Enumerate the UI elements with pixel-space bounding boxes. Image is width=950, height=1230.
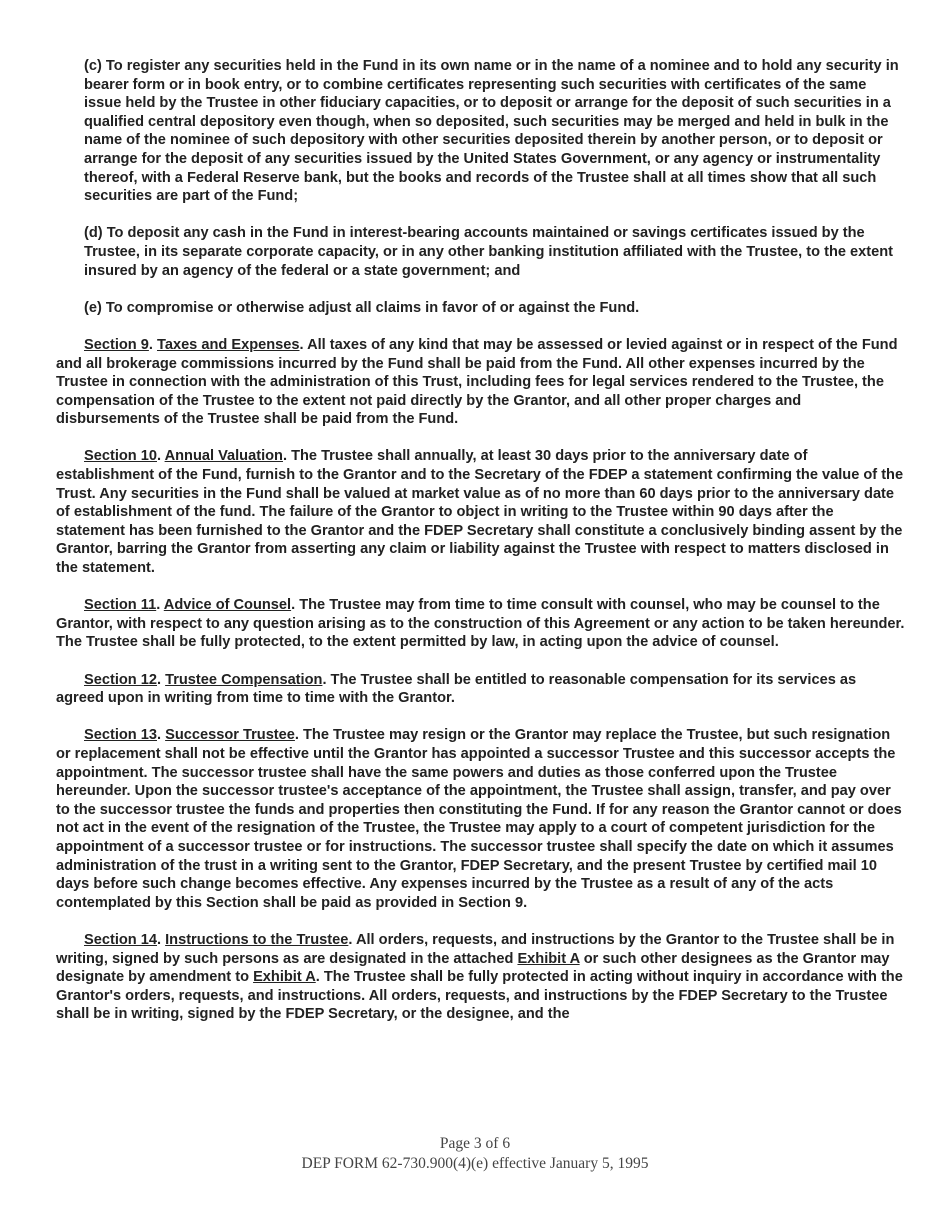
section-13-number: Section 13 (84, 727, 157, 744)
section-14-text-b: or such other designees as the Grantor may designate by amendment to (56, 950, 890, 986)
exhibit-a-reference: Exhibit A (253, 969, 316, 986)
section-9-title: Taxes and Expenses (157, 336, 300, 353)
section-11-title: Advice of Counsel (163, 597, 292, 614)
section-12-text: The Trustee shall be entitled to reasonable compensation for its services as agreed upon in writing from time to time with the Grantor. (56, 671, 857, 707)
section-13-text: The Trustee may resign or the Grantor may replace the Trustee, but such resignation or replacement shall not be effective until the Grantor has appointed a successor Trustee and this successor accepts the appointment. The successor trustee shall have the same powers and duties as those conferred upon the Trustee hereunder. Upon the successor trustee's acceptance of the appointment, the Trustee shall assign, transfer, and pay over to the successor trustee the funds and properties then constituting the Fund. If for any reason the Grantor cannot or does not act in the event of the resignation of the Trustee, the Trustee may apply to a court of competent jurisdiction for the appointment of a successor trustee or for instructions. The successor trustee shall specify the date on which it assumes administration of the trust in a writing sent to the Grantor, FDEP Secretary, and the present Trustee by certified mail 10 days before such change becomes effective. Any expenses incurred by the Trustee as a result of any of the acts contemplated by this Section shall be paid as provided in Section 9. (56, 727, 902, 911)
section-9-text: All taxes of any kind that may be assessed or levied against or in respect of the Fund and all brokerage commissions incurred by the Fund shall be paid from the Fund. All other expenses incurred by the Trustee in connection with the administration of this Trust, including fees for legal services rendered to the Trustee, the compensation of the Trustee to the extent not paid directly by the Grantor, and all other proper charges and disbursements of the Trustee shall be paid from the Fund. (56, 336, 898, 428)
section-14-title: Instructions to the Trustee (165, 931, 349, 948)
section-11-number: Section 11 (84, 597, 157, 614)
section-9-number: Section 9 (84, 336, 149, 353)
document-body (56, 57, 906, 1042)
section-14: Section 14. Instructions to the Trustee. All orders, requests, and instructions by the Grantor to the Trustee shall be in writing, signed by such persons as are designated in the attached Exhibit A or such other designees as the Grantor may designate by amendment to Exhibit A. The Trustee shall be fully protected in acting without inquiry in accordance with the Grantor's orders, requests, and instructions. All orders, requests, and instructions by the FDEP Secretary to the Trustee shall be in writing, signed by the FDEP Secretary, or the designee, and the (56, 931, 903, 1023)
exhibit-a-reference: Exhibit A (517, 950, 580, 967)
section-9: Section 9. Taxes and Expenses. All taxes of any kind that may be assessed or levied against or in respect of the Fund and all brokerage commissions incurred by the Fund shall be paid from the Fund. All other expenses incurred by the Trustee in connection with the administration of this Trust, including fees for legal services rendered to the Trustee, the compensation of the Trustee to the extent not paid directly by the Grantor, and all other proper charges and disbursements of the Trustee shall be paid from the Fund. (56, 336, 898, 428)
section-12: Section 12. Trustee Compensation. The Trustee shall be entitled to reasonable compensation for its services as agreed upon in writing from time to time with the Grantor. (56, 671, 857, 707)
section-10-title: Annual Valuation (164, 448, 283, 465)
section-11-text: The Trustee may from time to time consult with counsel, who may be counsel to the Grantor, with respect to any question arising as to the construction of this Agreement or any action to be taken hereunder. The Trustee shall be fully protected, to the extent permitted by law, in acting upon the advice of counsel. (56, 597, 905, 651)
paragraph-d-text: (d) To deposit any cash in the Fund in interest-bearing accounts maintained or savings certificates issued by the Trustee, in its separate corporate capacity, or in any other banking institution affiliated with the Trustee, to the extent insured by an agency of the federal or a state government; and (84, 225, 894, 279)
section-10-number: Section 10 (84, 448, 157, 465)
paragraph-c-text: (c) To register any securities held in the Fund in its own name or in the name of a nominee and to hold any security in bearer form or in book entry, or to combine certificates representing such securities with certificates of the same issue held by the Trustee in other fiduciary capacities, or to deposit or arrange for the deposit of such securities in a qualified central depository even though, when so deposited, such securities may be merged and held in bulk in the name of the nominee of such depository with other securities deposited therein by another person, or to deposit or arrange for the deposit of any securities issued by the United States Government, or any agency or instrumentality thereof, with a Federal Reserve bank, but the books and records of the Trustee shall at all times show that all such securities are part of the Fund; (84, 58, 899, 205)
section-14-number: Section 14 (84, 931, 157, 948)
section-10-text: The Trustee shall annually, at least 30 days prior to the anniversary date of establishment of the Fund, furnish to the Grantor and to the Secretary of the FDEP a statement confirming the value of the Trust. Any securities in the Fund shall be valued at market value as of no more than 60 days prior to the anniversary date of establishment of the fund. The failure of the Grantor to object in writing to the Trustee within 90 days after the statement has been furnished to the Grantor and the FDEP Secretary shall constitute a conclusively binding assent by the Grantor, barring the Grantor from asserting any claim or liability against the Trustee with respect to matters disclosed in the statement. (56, 448, 904, 577)
section-12-title: Trustee Compensation (165, 671, 323, 688)
paragraph-c (56, 57, 906, 206)
section-13: Section 13. Successor Trustee. The Trustee may resign or the Grantor may replace the Trustee, but such resignation or replacement shall not be effective until the Grantor has appointed a successor Trustee and this successor accepts the appointment. The successor trustee shall have the same powers and duties as those conferred upon the Trustee hereunder. Upon the successor trustee's acceptance of the appointment, the Trustee shall assign, transfer, and pay over to the successor trustee the funds and properties then constituting the Fund. If for any reason the Grantor cannot or does not act in the event of the resignation of the Trustee, the Trustee may apply to a court of competent jurisdiction for the appointment of a successor trustee or for instructions. The successor trustee shall specify the date on which it assumes administration of the trust in a writing sent to the Grantor, FDEP Secretary, and the present Trustee by certified mail 10 days before such change becomes effective. Any expenses incurred by the Trustee as a result of any of the acts contemplated by this Section shall be paid as provided in Section 9. (56, 727, 902, 911)
section-13-title: Successor Trustee (165, 727, 295, 744)
section-10: Section 10. Annual Valuation. The Trustee shall annually, at least 30 days prior to the anniversary date of establishment of the Fund, furnish to the Grantor and to the Secretary of the FDEP a statement confirming the value of the Trust. Any securities in the Fund shall be valued at market value as of no more than 60 days prior to the anniversary date of establishment of the fund. The failure of the Grantor to object in writing to the Trustee within 90 days after the statement has been furnished to the Grantor and the FDEP Secretary shall constitute a conclusively binding assent by the Grantor, barring the Grantor from asserting any claim or liability against the Trustee with respect to matters disclosed in the statement. (56, 448, 904, 577)
section-14-text-c: The Trustee shall be fully protected in acting without inquiry in accordance with the Grantor's orders, requests, and instructions. All orders, requests, and instructions by the FDEP Secretary to the Trustee shall be in writing, signed by the FDEP Secretary, or the designee, and the (56, 969, 903, 1023)
paragraph-d (56, 224, 906, 280)
paragraph-e (56, 299, 906, 318)
section-12-number: Section 12 (84, 671, 157, 688)
paragraph-e-text: (e) To compromise or otherwise adjust all claims in favor of or against the Fund. (84, 299, 640, 316)
section-11: Section 11. Advice of Counsel. The Trustee may from time to time consult with counsel, who may be counsel to the Grantor, with respect to any question arising as to the construction of this Agreement or any action to be taken hereunder. The Trustee shall be fully protected, to the extent permitted by law, in acting upon the advice of counsel. (56, 597, 905, 651)
section-14-text-a: All orders, requests, and instructions by the Grantor to the Trustee shall be in writing, signed by such persons as are designated in the attached (56, 931, 895, 967)
form-identifier: DEP FORM 62-730.900(4)(e) effective January 5, 1995 (301, 1155, 649, 1172)
page-number: Page 3 of 6 (439, 1135, 511, 1152)
